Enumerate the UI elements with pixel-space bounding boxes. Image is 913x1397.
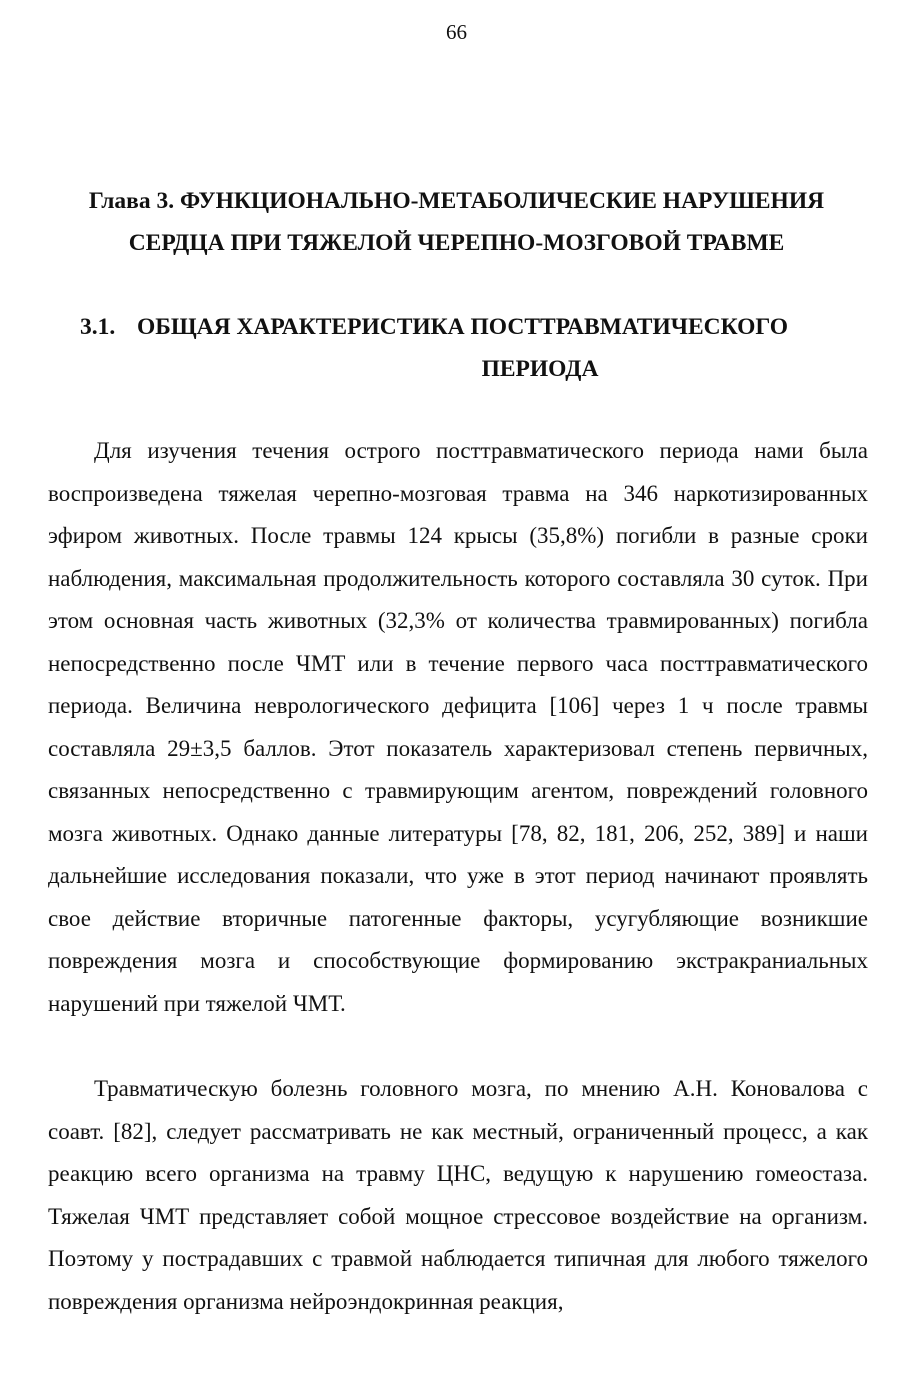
page-number: 66 bbox=[446, 20, 467, 44]
section-number: 3.1. bbox=[80, 314, 116, 340]
section-title-line2: ПЕРИОДА bbox=[481, 356, 599, 382]
paragraph: Для изучения течения острого посттравматического периода нами была воспроизведена тяжелая черепно-мозговая травма на 346 наркотизированных эфиром животных. После травмы 124 крысы (35,8%) погибли в разные сроки наблюдения, максимальная продолжительность которого составляла 30 суток. При этом основная часть животных (32,3% от количества травмированных) погибла непосредственно после ЧМТ или в течение первого часа посттравматического периода. Величина неврологического дефицита [106] через 1 ч после травмы составляла 29±3,5 баллов. Этот показатель характеризовал степень первичных, связанных непосредственно с травмирующим агентом, повреждений головного мозга животных. Однако данные литературы [78, 82, 181, 206, 252, 389] и наши дальнейшие исследования показали, что уже в этот период начинают проявлять свое действие вторичные патогенные факторы, усугубляющие возникшие повреждения мозга и способствующие формированию экстракраниальных нарушений при тяжелой ЧМТ. bbox=[48, 438, 868, 1016]
paragraph: Травматическую болезнь головного мозга, по мнению А.Н. Коновалова с соавт. [82], следует рассматривать не как местный, ограниченный процесс, а как реакцию всего организма на травму ЦНС, ведущую к нарушению гомеостаза. Тяжелая ЧМТ представляет собой мощное стрессовое воздействие на организм. Поэтому у пострадавших с травмой наблюдается типичная для любого тяжелого повреждения организма нейроэндокринная реакция, bbox=[48, 1076, 868, 1314]
chapter-title: Глава 3. ФУНКЦИОНАЛЬНО-МЕТАБОЛИЧЕСКИЕ НАРУШЕНИЯ СЕРДЦА ПРИ ТЯЖЕЛОЙ ЧЕРЕПНО-МОЗГОВОЙ ТРАВМЕ bbox=[88, 188, 825, 256]
section-title-line1: ОБЩАЯ ХАРАКТЕРИСТИКА ПОСТТРАВМАТИЧЕСКОГО bbox=[137, 314, 789, 340]
